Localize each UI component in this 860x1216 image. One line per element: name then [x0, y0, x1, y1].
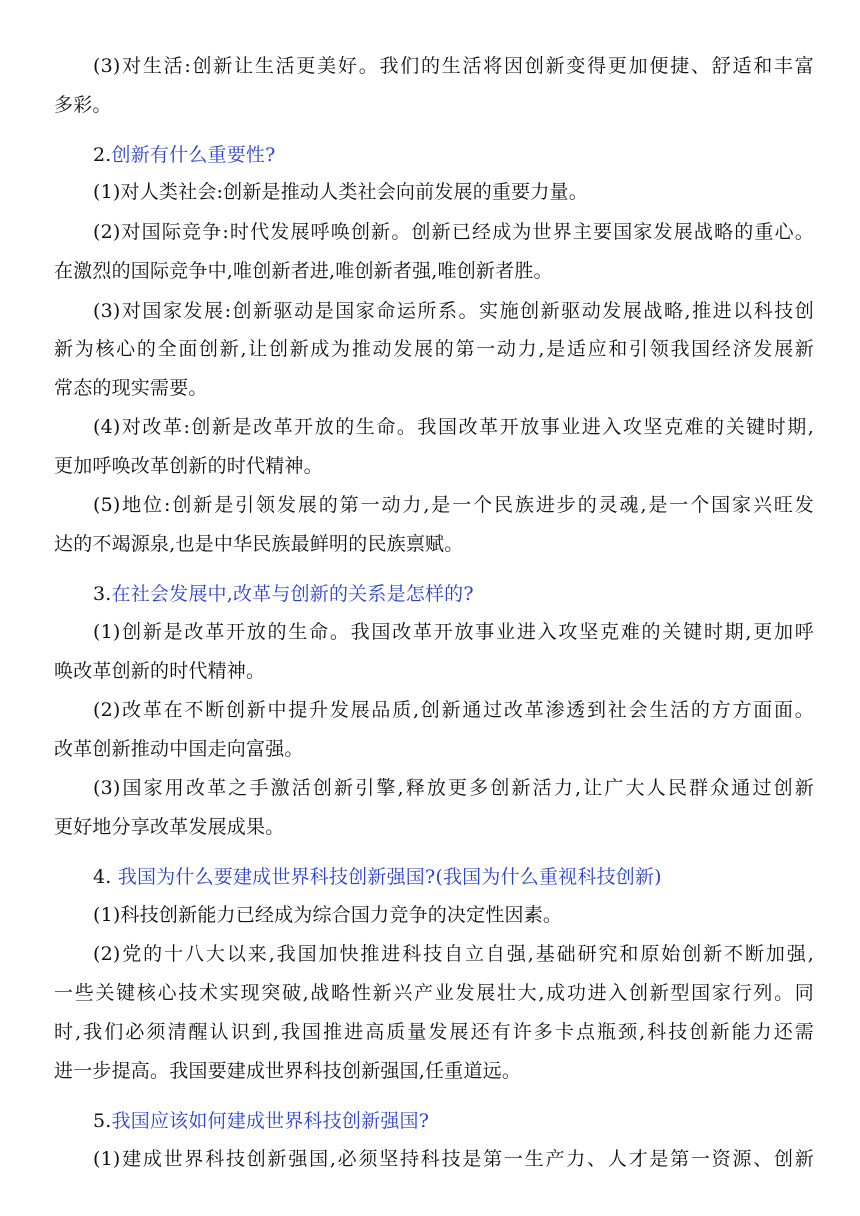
paragraph-line: 改革创新推动中国走向富强。	[54, 738, 304, 760]
paragraph-line: 更加呼唤改革创新的时代精神。	[54, 455, 323, 477]
question-heading: 4. 我国为什么要建成世界科技创新强国?(我国为什么重视科技创新)	[93, 866, 662, 888]
paragraph-line: 达的不竭源泉,也是中华民族最鲜明的民族禀赋。	[54, 533, 464, 555]
paragraph-line: 新为核心的全面创新,让创新成为推动发展的第一动力,是适应和引领我国经济发展新	[54, 338, 814, 360]
question-heading: 2.创新有什么重要性?	[93, 144, 276, 166]
paragraph-line: (1)对人类社会:创新是推动人类社会向前发展的重要力量。	[93, 181, 588, 203]
paragraph-line: 进一步提高。我国要建成世界科技创新强国,任重道远。	[54, 1060, 522, 1082]
paragraph-line: 时,我们必须清醒认识到,我国推进高质量发展还有许多卡点瓶颈,科技创新能力还需	[54, 1021, 814, 1043]
paragraph-line: (2)对国际竞争:时代发展呼唤创新。创新已经成为世界主要国家发展战略的重心。	[93, 221, 814, 243]
paragraph-line: (5)地位:创新是引领发展的第一动力,是一个民族进步的灵魂,是一个国家兴旺发	[93, 494, 814, 516]
paragraph-line: (2)改革在不断创新中提升发展品质,创新通过改革渗透到社会生活的方方面面。	[93, 699, 814, 721]
paragraph-line: (3)国家用改革之手激活创新引擎,释放更多创新活力,让广大人民群众通过创新	[93, 777, 814, 799]
paragraph-line: (4)对改革:创新是改革开放的生命。我国改革开放事业进入攻坚克难的关键时期,	[93, 416, 814, 438]
paragraph-line: (1)创新是改革开放的生命。我国改革开放事业进入攻坚克难的关键时期,更加呼	[93, 621, 814, 643]
paragraph-line: (2)党的十八大以来,我国加快推进科技自立自强,基础研究和原始创新不断加强,	[93, 943, 814, 965]
paragraph-line: 更好地分享改革发展成果。	[54, 816, 285, 838]
paragraph-line: (3)对国家发展:创新驱动是国家命运所系。实施创新驱动发展战略,推进以科技创	[93, 300, 814, 322]
question-heading: 5.我国应该如何建成世界科技创新强国?	[93, 1110, 430, 1132]
paragraph-line: 一些关键核心技术实现突破,战略性新兴产业发展壮大,成功进入创新型国家行列。同	[54, 982, 814, 1004]
paragraph-line: 多彩。	[54, 94, 112, 116]
question-heading: 3.在社会发展中,改革与创新的关系是怎样的?	[93, 583, 474, 605]
paragraph-line: (1)建成世界科技创新强国,必须坚持科技是第一生产力、人才是第一资源、创新	[93, 1148, 814, 1170]
paragraph-line: (3)对生活:创新让生活更美好。我们的生活将因创新变得更加便捷、舒适和丰富	[93, 55, 814, 77]
paragraph-line: 在激烈的国际竞争中,唯创新者进,唯创新者强,唯创新者胜。	[54, 260, 553, 282]
paragraph-line: 常态的现实需要。	[54, 377, 208, 399]
paragraph-line: (1)科技创新能力已经成为综合国力竞争的决定性因素。	[93, 904, 563, 926]
paragraph-line: 唤改革创新的时代精神。	[54, 660, 266, 682]
